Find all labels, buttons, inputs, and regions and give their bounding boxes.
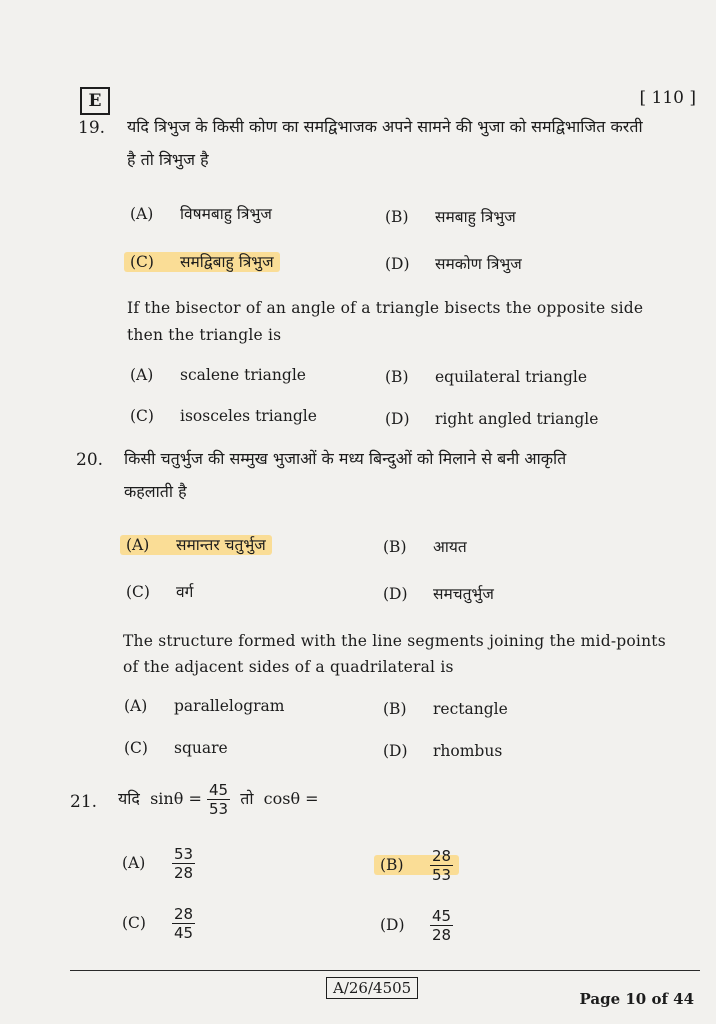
booklet-code: A/26/4505 [326, 977, 418, 999]
page-code: [ 110 ] [639, 88, 696, 108]
answer-highlight: (A) समान्तर चतुर्भुज [120, 535, 272, 555]
fraction: $\frac{45}{28}$ [432, 907, 452, 944]
option-a-english: (A) parallelogram [124, 697, 285, 715]
question-text-english-line2: of the adjacent sides of a quadrilateral is [123, 658, 454, 676]
option-d: (D) समचतुर्भुज [383, 585, 494, 603]
question-text-english-line1: If the bisector of an angle of a triangle bisects the opposite side [127, 299, 644, 317]
question-text-hindi-line1: यदि त्रिभुज के किसी कोण का समद्विभाजक अपने सामने की भुजा को समद्विभाजित करती [127, 117, 643, 136]
question-text-hindi-line2: कहलाती है [124, 482, 187, 501]
answer-highlight: (B) $\frac{28}{53}$ [374, 855, 459, 875]
answer-highlight: (C) समद्विबाहु त्रिभुज [124, 252, 280, 272]
fraction: $\frac{45}{53}$ [208, 781, 229, 818]
option-d: (D) $\frac{45}{28}$ [380, 907, 452, 944]
fraction: $\frac{28}{53}$ [432, 847, 452, 884]
option-c: (C) वर्ग [126, 583, 194, 601]
option-c-highlighted [130, 250, 280, 272]
question-text-trig: यदि sinθ = $\frac{45}{53}$ तो cosθ = [118, 781, 319, 818]
question-text-english-line1: The structure formed with the line segments joining the mid-points [123, 632, 666, 650]
option-b-english: (B) equilateral triangle [385, 368, 588, 386]
option-b-highlighted [380, 848, 459, 883]
question-number: 19. [78, 118, 106, 138]
page-number: Page 10 of 44 [579, 990, 694, 1008]
option-d-english: (D) rhombus [383, 742, 503, 760]
option-a: (A) $\frac{53}{28}$ [122, 845, 194, 882]
fraction: $\frac{53}{28}$ [174, 845, 194, 882]
option-d: (D) समकोण त्रिभुज [385, 255, 522, 273]
set-label: E [80, 87, 110, 115]
question-number: 21. [70, 792, 98, 812]
option-d-english: (D) right angled triangle [385, 410, 599, 428]
option-c-english: (C) isosceles triangle [130, 407, 317, 425]
option-a: (A) विषमबाहु त्रिभुज [130, 205, 272, 223]
question-text-hindi-line2: है तो त्रिभुज है [127, 150, 209, 169]
fraction: $\frac{28}{45}$ [174, 905, 194, 942]
option-b-english: (B) rectangle [383, 700, 508, 718]
option-b: (B) समबाहु त्रिभुज [385, 208, 516, 226]
footer-divider [70, 970, 700, 971]
question-text-hindi-line1: किसी चतुर्भुज की सम्मुख भुजाओं के मध्य बिन्दुओं को मिलाने से बनी आकृति [124, 449, 567, 468]
question-number: 20. [76, 450, 104, 470]
option-a-highlighted [126, 533, 272, 555]
option-b: (B) आयत [383, 538, 467, 556]
option-c-english: (C) square [124, 739, 228, 757]
option-c: (C) $\frac{28}{45}$ [122, 905, 194, 942]
option-a-english: (A) scalene triangle [130, 366, 306, 384]
question-text-english-line2: then the triangle is [127, 326, 282, 344]
